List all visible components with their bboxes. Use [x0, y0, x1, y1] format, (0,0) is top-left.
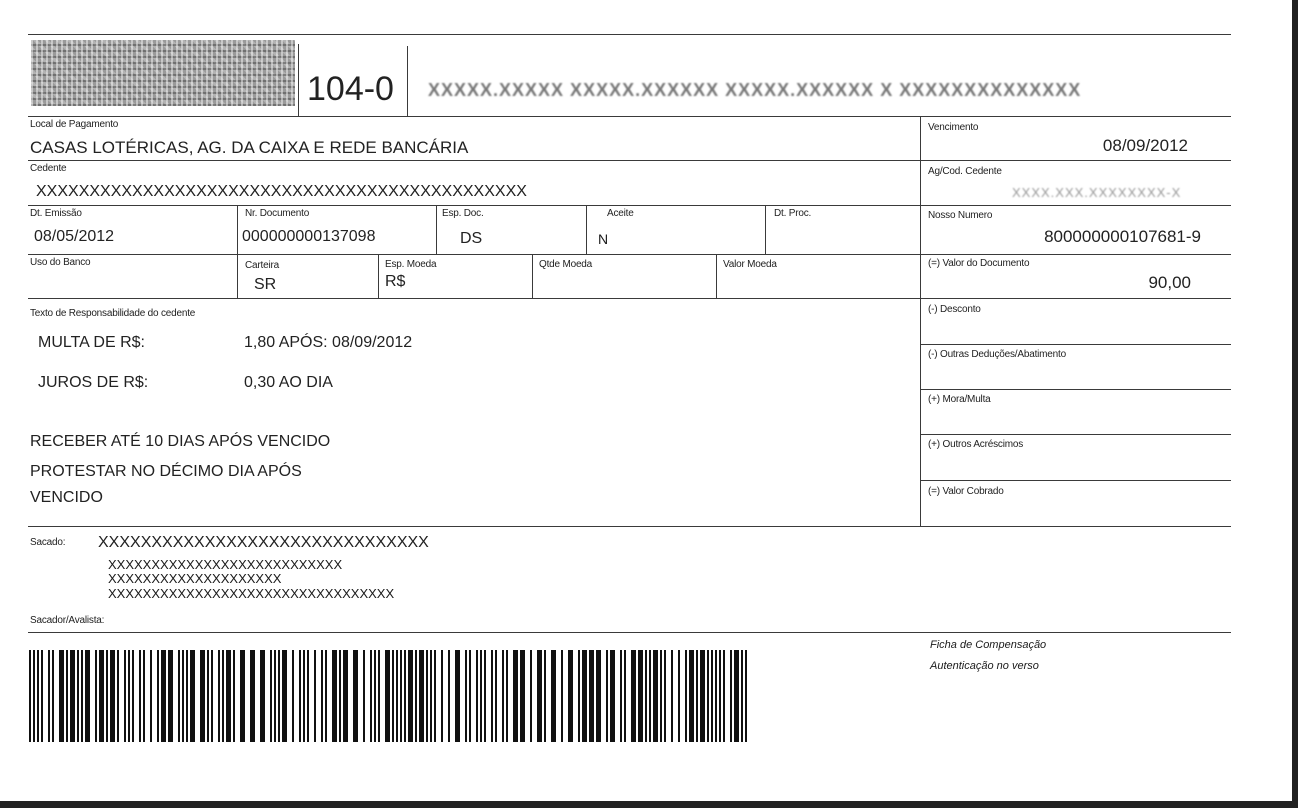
- barcode-bar: [649, 650, 651, 742]
- barcode-bar: [520, 650, 525, 742]
- barcode-bar: [430, 650, 432, 742]
- label-text: Desconto: [939, 304, 981, 315]
- sign: (+): [928, 394, 940, 405]
- barcode-bar: [218, 650, 220, 742]
- barcode-bar: [260, 650, 265, 742]
- multa-value: 1,80 APÓS: 08/09/2012: [244, 334, 413, 351]
- nr-documento-value: 000000000137098: [242, 228, 376, 245]
- local-pagamento-label: Local de Pagamento: [30, 119, 119, 130]
- cell-divider: [586, 205, 587, 254]
- cell-divider: [716, 254, 717, 298]
- nr-documento-label: Nr. Documento: [245, 208, 310, 219]
- barcode-bar: [332, 650, 337, 742]
- barcode-bar: [233, 650, 235, 742]
- sacado-address-1: XXXXXXXXXXXXXXXXXXXXXXXXXXX: [108, 557, 343, 572]
- barcode-bar: [37, 650, 39, 742]
- barcode-bar: [178, 650, 180, 742]
- barcode-bar: [48, 650, 50, 742]
- barcode-bar: [434, 650, 436, 742]
- barcode-bar: [469, 650, 471, 742]
- barcode-bar: [128, 650, 130, 742]
- cedente-value: XXXXXXXXXXXXXXXXXXXXXXXXXXXXXXXXXXXXXXXXXXXXXX: [36, 183, 527, 200]
- barcode-bar: [370, 650, 372, 742]
- barcode-bar: [480, 650, 482, 742]
- row-line: [28, 298, 1231, 299]
- cell-divider: [378, 254, 379, 298]
- barcode-bar: [282, 650, 287, 742]
- row-line: [28, 116, 1231, 117]
- barcode-bar: [707, 650, 709, 742]
- barcode-bar: [143, 650, 145, 742]
- valor-cobrado-label: [928, 486, 1004, 497]
- barcode-bar: [484, 650, 486, 742]
- barcode-bar: [408, 650, 413, 742]
- barcode-bar: [106, 650, 108, 742]
- divider: [298, 44, 299, 116]
- barcode-bar: [561, 650, 563, 742]
- barcode-bar: [222, 650, 224, 742]
- esp-doc-label: Esp. Doc.: [442, 208, 484, 219]
- barcode-bar: [734, 650, 739, 742]
- barcode-bar: [730, 650, 732, 742]
- barcode-bar: [502, 650, 504, 742]
- barcode-bar: [321, 650, 323, 742]
- carteira-label: Carteira: [245, 260, 279, 271]
- nosso-numero-value: 800000000107681-9: [1044, 227, 1201, 246]
- barcode-bar: [33, 650, 35, 742]
- label-text: Valor do Documento: [942, 258, 1030, 269]
- row-line: [920, 389, 1231, 390]
- barcode-bar: [638, 650, 643, 742]
- valor-documento-label: [928, 258, 1029, 269]
- barcode-bar: [606, 650, 608, 742]
- barcode-bar: [374, 650, 376, 742]
- row-line: [920, 480, 1231, 481]
- multa-label: MULTA DE R$:: [38, 334, 145, 351]
- barcode-bar: [537, 650, 542, 742]
- nosso-numero-label: Nosso Numero: [928, 210, 993, 221]
- barcode-bar: [250, 650, 255, 742]
- esp-moeda-value: R$: [385, 273, 406, 290]
- barcode-bar: [343, 650, 348, 742]
- barcode-bar: [70, 650, 75, 742]
- barcode-bar: [278, 650, 280, 742]
- barcode-bar: [274, 650, 276, 742]
- barcode-bar: [132, 650, 134, 742]
- carteira-value: SR: [254, 276, 277, 293]
- barcode-bar: [660, 650, 662, 742]
- row-line: [28, 160, 1231, 161]
- barcode-bar: [207, 650, 209, 742]
- barcode-bar: [696, 650, 698, 742]
- right-column-divider: [920, 116, 921, 526]
- barcode-bar: [385, 650, 390, 742]
- sacador-label: Sacador/Avalista:: [30, 615, 105, 626]
- mora-multa-label: [928, 394, 991, 405]
- vencimento-label: Vencimento: [928, 122, 979, 133]
- barcode-bar: [476, 650, 478, 742]
- barcode-bar: [441, 650, 443, 742]
- uso-banco-label: Uso do Banco: [30, 257, 91, 268]
- barcode-bar: [415, 650, 417, 742]
- barcode-bar: [685, 650, 687, 742]
- barcode-bar: [653, 650, 658, 742]
- barcode-bar: [41, 650, 43, 742]
- sacado-address-3: XXXXXXXXXXXXXXXXXXXXXXXXXXXXXXXXX: [108, 586, 395, 601]
- instrucao-line-3: VENCIDO: [30, 489, 103, 506]
- label-text: Outras Deduções/Abatimento: [939, 349, 1066, 360]
- top-border: [28, 34, 1231, 35]
- cell-divider: [436, 205, 437, 254]
- juros-value: 0,30 AO DIA: [244, 374, 333, 391]
- barcode-bar: [645, 650, 647, 742]
- barcode-bar: [240, 650, 245, 742]
- barcode-bar: [85, 650, 90, 742]
- barcode-bar: [715, 650, 717, 742]
- barcode-bar: [325, 650, 327, 742]
- barcode-bar: [495, 650, 497, 742]
- barcode-bar: [596, 650, 601, 742]
- row-line: [28, 632, 1231, 633]
- ag-cod-cedente-value: XXXX.XXX.XXXXXXXX-X: [1012, 185, 1182, 200]
- barcode-bar: [99, 650, 104, 742]
- barcode-bar: [513, 650, 518, 742]
- barcode-bar: [29, 650, 31, 742]
- esp-moeda-label: Esp. Moeda: [385, 259, 437, 270]
- barcode-bar: [700, 650, 705, 742]
- barcode-bar: [711, 650, 713, 742]
- barcode-bar: [226, 650, 231, 742]
- row-line: [28, 526, 1231, 527]
- barcode-bar: [400, 650, 402, 742]
- esp-doc-value: DS: [460, 230, 483, 247]
- barcode-bar: [745, 650, 747, 742]
- barcode-bar: [77, 650, 79, 742]
- barcode-bar: [620, 650, 622, 742]
- sacado-address-2: XXXXXXXXXXXXXXXXXXXX: [108, 571, 282, 586]
- barcode-bar: [353, 650, 358, 742]
- barcode-bar: [582, 650, 587, 742]
- autenticacao-verso: Autenticação no verso: [930, 660, 1039, 672]
- aceite-value: N: [598, 231, 609, 247]
- sign: (=): [928, 258, 940, 269]
- barcode-bar: [95, 650, 97, 742]
- vencimento-value: 08/09/2012: [1102, 136, 1188, 155]
- barcode-bar: [66, 650, 68, 742]
- barcode-bar: [723, 650, 725, 742]
- barcode-bar: [404, 650, 406, 742]
- barcode-bar: [455, 650, 460, 742]
- barcode-bar: [117, 650, 119, 742]
- local-pagamento-value: CASAS LOTÉRICAS, AG. DA CAIXA E REDE BANCÁRIA: [30, 138, 469, 157]
- barcode-bar: [551, 650, 556, 742]
- juros-label: JUROS DE R$:: [38, 374, 149, 391]
- barcode-bar: [568, 650, 573, 742]
- row-line: [28, 205, 1231, 206]
- instrucao-line-2: PROTESTAR NO DÉCIMO DIA APÓS: [30, 463, 302, 480]
- cell-divider: [532, 254, 533, 298]
- barcode-bar: [631, 650, 636, 742]
- barcode-bar: [190, 650, 195, 742]
- barcode-bar: [59, 650, 64, 742]
- barcode-bar: [741, 650, 743, 742]
- barcode-bar: [110, 650, 115, 742]
- valor-documento-value: 90,00: [1148, 273, 1191, 292]
- cedente-label: Cedente: [30, 163, 67, 174]
- sign: (-): [928, 304, 938, 315]
- row-line: [28, 254, 1231, 255]
- barcode-bar: [303, 650, 305, 742]
- barcode-bar: [81, 650, 83, 742]
- dt-emissao-label: Dt. Emissão: [30, 208, 82, 219]
- bank-logo: [31, 40, 295, 106]
- valor-moeda-label: Valor Moeda: [723, 259, 777, 270]
- outras-deducoes-label: [928, 349, 1066, 360]
- barcode-bar: [299, 650, 301, 742]
- barcode-bar: [157, 650, 159, 742]
- frame-bottom-edge: [0, 801, 1298, 808]
- divider: [407, 46, 408, 116]
- instrucoes-label: Texto de Responsabilidade do cedente: [30, 308, 196, 319]
- barcode-bar: [610, 650, 615, 742]
- barcode-bar: [186, 650, 188, 742]
- barcode-bar: [396, 650, 398, 742]
- cell-divider: [765, 205, 766, 254]
- barcode-bar: [419, 650, 424, 742]
- barcode-bar: [124, 650, 126, 742]
- bank-code: 104-0: [307, 70, 394, 108]
- barcode-bar: [506, 650, 508, 742]
- barcode-bar: [150, 650, 152, 742]
- barcode-bar: [578, 650, 580, 742]
- sacado-name: XXXXXXXXXXXXXXXXXXXXXXXXXXXXXXX: [98, 534, 429, 551]
- aceite-label: Aceite: [607, 208, 634, 219]
- barcode-bar: [339, 650, 341, 742]
- qtde-moeda-label: Qtde Moeda: [539, 259, 593, 270]
- label-text: Outros Acréscimos: [942, 439, 1024, 450]
- sign: (-): [928, 349, 938, 360]
- barcode-bar: [211, 650, 213, 742]
- barcode-bar: [182, 650, 184, 742]
- sign: (=): [928, 486, 940, 497]
- digitable-line: XXXXX.XXXXX XXXXX.XXXXXX XXXXX.XXXXXX X XXXXXXXXXXXXXX: [428, 80, 1082, 100]
- ficha-compensacao: Ficha de Compensação: [930, 639, 1047, 651]
- barcode-bar: [678, 650, 680, 742]
- barcode-bar: [200, 650, 205, 742]
- barcode-bar: [426, 650, 428, 742]
- barcode-bar: [168, 650, 173, 742]
- cell-divider: [237, 205, 238, 298]
- label-text: Valor Cobrado: [942, 486, 1004, 497]
- dt-emissao-value: 08/05/2012: [34, 228, 115, 245]
- barcode-bar: [292, 650, 294, 742]
- barcode-bar: [378, 650, 380, 742]
- barcode-bar: [491, 650, 493, 742]
- barcode-bar: [307, 650, 309, 742]
- frame-right-edge: [1292, 0, 1298, 808]
- barcode-bar: [314, 650, 316, 742]
- barcode: [29, 650, 747, 742]
- barcode-bar: [671, 650, 673, 742]
- desconto-label: [928, 304, 981, 315]
- label-text: Mora/Multa: [942, 394, 991, 405]
- barcode-bar: [530, 650, 532, 742]
- barcode-bar: [448, 650, 450, 742]
- sacado-label: Sacado:: [30, 537, 66, 548]
- barcode-bar: [392, 650, 394, 742]
- outros-acrescimos-label: [928, 439, 1023, 450]
- dt-proc-label: Dt. Proc.: [774, 208, 812, 219]
- barcode-bar: [139, 650, 141, 742]
- instrucao-line-1: RECEBER ATÉ 10 DIAS APÓS VENCIDO: [30, 433, 331, 450]
- row-line: [920, 434, 1231, 435]
- barcode-bar: [589, 650, 594, 742]
- barcode-bar: [270, 650, 272, 742]
- ag-cod-cedente-label: Ag/Cod. Cedente: [928, 166, 1002, 177]
- barcode-bar: [544, 650, 546, 742]
- barcode-bar: [363, 650, 365, 742]
- row-line: [920, 344, 1231, 345]
- barcode-bar: [664, 650, 666, 742]
- barcode-bar: [624, 650, 626, 742]
- barcode-bar: [161, 650, 166, 742]
- barcode-bar: [689, 650, 694, 742]
- sign: (+): [928, 439, 940, 450]
- barcode-bar: [719, 650, 721, 742]
- barcode-bar: [52, 650, 54, 742]
- barcode-bar: [465, 650, 467, 742]
